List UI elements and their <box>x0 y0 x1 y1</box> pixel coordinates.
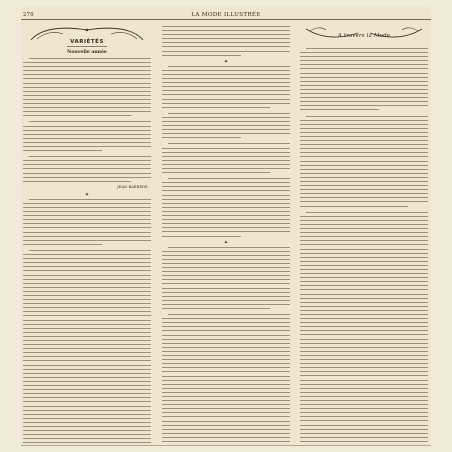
separator-star-icon: ✦ <box>84 191 90 198</box>
title-rule <box>67 46 107 47</box>
left-column <box>23 24 151 444</box>
page-header <box>21 8 431 20</box>
header-rule <box>21 19 431 20</box>
section-title: VARIÉTÉS <box>70 39 104 45</box>
separator-star-icon: ✦ <box>223 58 229 65</box>
separator-star-icon: ✦ <box>223 239 229 246</box>
section-subtitle: Nouvelle année <box>67 50 107 55</box>
middle-column <box>162 24 290 444</box>
middle-text <box>162 26 290 444</box>
scroll-ornament-icon <box>23 24 151 42</box>
section-title: A travers la Mode <box>337 33 391 39</box>
left-ornament <box>23 24 151 42</box>
running-title: LA MODE ILLUSTRÉE <box>191 12 261 18</box>
magazine-page <box>21 6 431 446</box>
right-column <box>300 24 428 444</box>
article-signature: JEAN BARREDE. <box>117 184 149 189</box>
page-number: 270 <box>23 12 34 18</box>
footer-rule <box>21 445 431 446</box>
left-text-upper <box>23 58 151 444</box>
right-text <box>300 48 428 444</box>
